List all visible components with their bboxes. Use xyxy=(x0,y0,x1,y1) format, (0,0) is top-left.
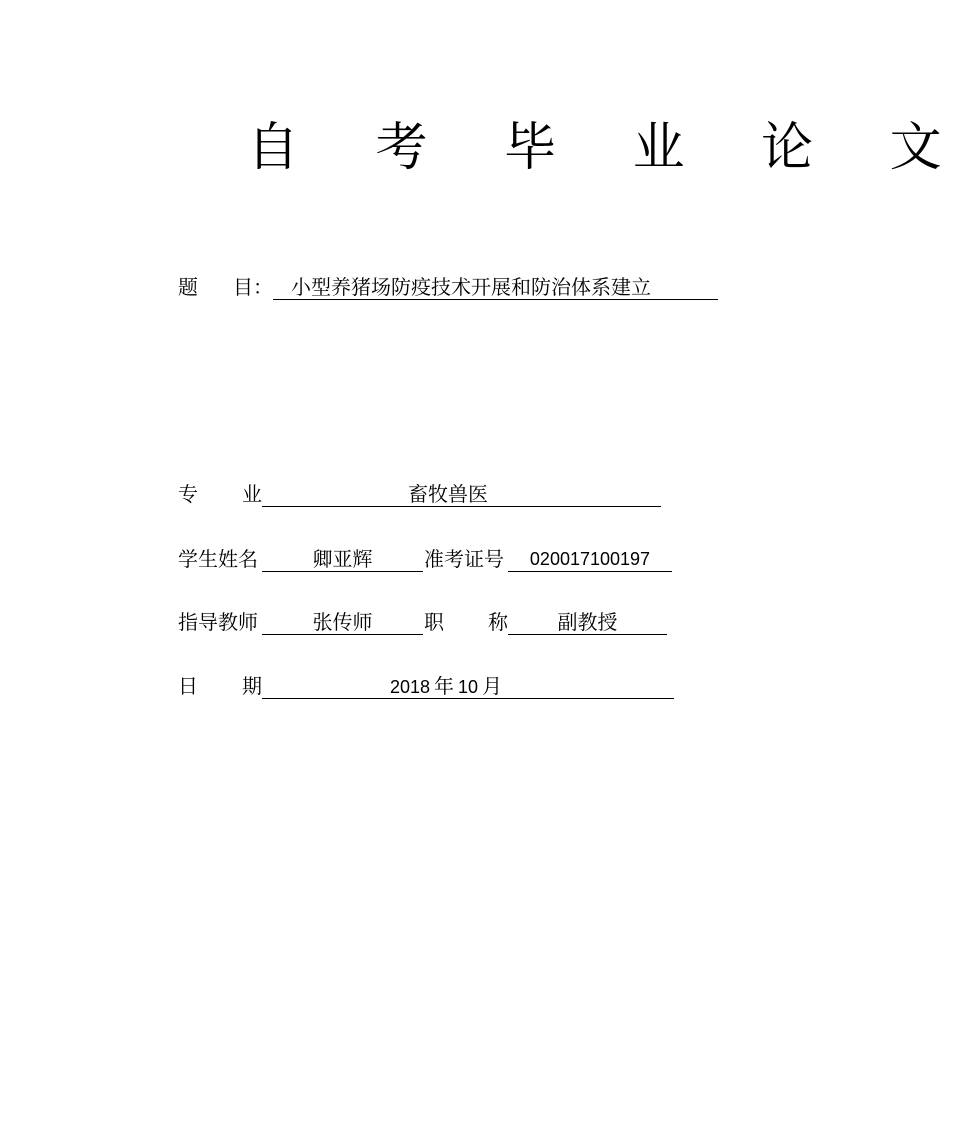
date-label-2: 期 xyxy=(242,674,262,698)
major-label-2: 业 xyxy=(242,482,262,506)
date-month-unit: 月 xyxy=(482,674,503,698)
page-title: 自 考 毕 业 论 文 xyxy=(247,118,972,178)
rank-field: 副教授 xyxy=(508,609,667,635)
exam-number-field: 020017100197 xyxy=(508,546,672,572)
advisor-row xyxy=(178,609,667,635)
topic-label-1: 题 xyxy=(178,275,198,299)
student-name-field: 卿亚辉 xyxy=(262,546,423,572)
rank-label-1: 职 xyxy=(424,610,444,634)
advisor-field: 张传师 xyxy=(262,609,423,635)
major-label-1: 专 xyxy=(178,482,198,506)
topic-label-2: 目： xyxy=(233,275,273,299)
date-month: 10 xyxy=(458,677,479,697)
advisor-label: 指导教师 xyxy=(178,610,258,634)
topic-field: 小型养猪场防疫技术开展和防治体系建立 xyxy=(273,274,718,300)
student-name-label: 学生姓名 xyxy=(178,547,258,571)
major-field: 畜牧兽医 xyxy=(262,481,661,507)
date-year: 2018 xyxy=(390,677,431,697)
date-row xyxy=(178,673,674,699)
exam-number-label: 准考证号 xyxy=(424,547,504,571)
date-year-unit: 年 xyxy=(434,674,455,698)
student-row xyxy=(178,546,672,572)
rank-label-2: 称 xyxy=(488,610,508,634)
topic-row xyxy=(178,274,718,300)
major-row xyxy=(178,481,661,507)
date-field xyxy=(262,673,674,699)
date-label-1: 日 xyxy=(178,674,198,698)
